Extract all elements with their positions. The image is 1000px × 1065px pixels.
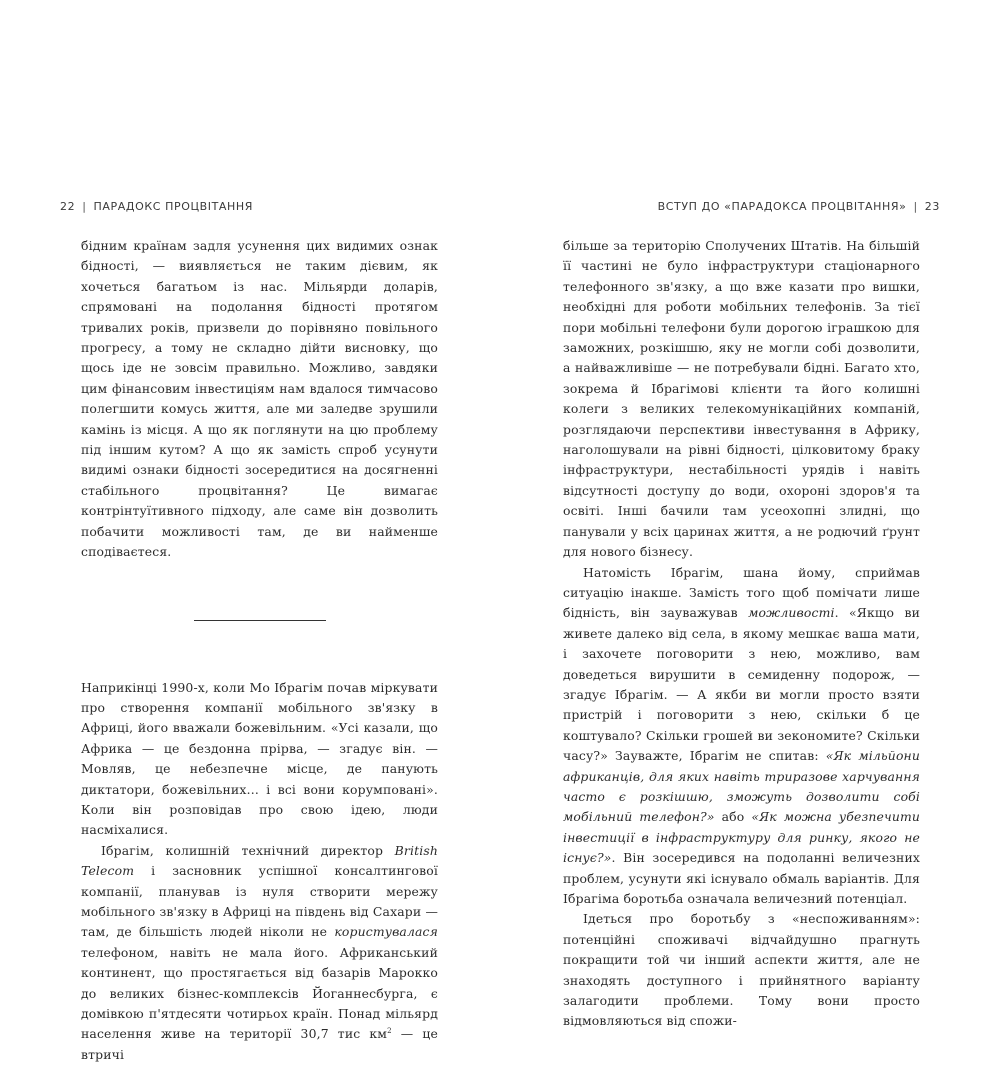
running-title-right: ВСТУП ДО «ПАРАДОКСА ПРОЦВІТАННЯ» [657,200,907,213]
superscript: 2 [387,1027,392,1036]
paragraph: Ібрагім, колишній технічний директор British Telecom і засновник успішної консалтингової компанії, планував із нуля створити мережу мобільного зв'язку в Африці на південь від Сахари — там, де більшість людей ніколи не користувалася телефоном, навіть не мала його. Африканський континент, що простягається від базарів Марокко до великих бізнес-комплексів Йоганнесбурга, є домівкою п'ятдесяти чотирьох країн. Понад мільярд населення живе на території 30,7 тис $км^2$ — це втричі [81,842,438,1062]
right-page-text [563,236,920,1032]
paragraph: більше за територію Сполучених Штатів. На більшій її частині не було інфраструктури стаціонарного телефонного зв'язку, а що вже казати про вишки, необхідні для роботи мобільних телефонів. За тієї пори мобільні телефони були дорогою іграшкою для заможних, розкішшю, яку не могли собі дозволити, а найважливіше — не потребували бідні. Багато хто, зокрема й Ібрагімові клієнти та його колишні колеги з великих телекомунікаційних компаній, розглядаючи перспективи інвестування в Африку, наголошували на рівні бідності, цілковитому браку інфраструктури, нестабільності урядів і навіть відсутності доступу до води, охороні здоров'я та освіті. Інші бачили там усеохопні злидні, що панували у всіх царинах життя, а не родючий ґрунт для нового бізнесу. [563,238,920,560]
emphasis: користувалася [334,924,438,940]
header-separator-left: | [82,200,87,213]
paragraph: Ідеться про боротьбу з «неспоживанням»: потенційні споживачі відчайдушно прагнуть покращити той чи інший аспекти життя, але не знаходять доступного і прийнятного варіанту залагодити проблеми. Тому вони просто відмовляються від спожи- [563,911,920,1029]
emphasis: «Як мільйони африканців, для яких навіть триразове харчування часто є розкішшю, зможуть дозволити собі мобільний телефон?» [563,748,920,825]
running-header-left [60,200,253,213]
paragraph: бідним країнам задля усунення цих видимих ознак бідності, — виявляється не таким дієвим, як хочеться багатьом із нас. Мільярди доларів, спрямовані на подолання бідності протягом тривалих років, призвели до порівняно повільного прогресу, а тому не складно дійти висновку, що щось іде не зовсім правильно. Можливо, завдяки цим фінансовим інвестиціям нам вдалося тимчасово полегшити комусь життя, але ми заледве зрушили камінь із місця. А що як поглянути на цю проблему під іншим кутом? А що як замість спроб усунути видимі ознаки бідності зосередитися на досягненні стабільного процвітання? Це вимагає контрінтуїтивного підходу, але саме він дозволить побачити можливості там, де ви найменше сподіваєтеся. [81,238,438,560]
paragraph: Наприкінці 1990-х, коли Мо Ібрагім почав міркувати про створення компанії мобільного зв'язку в Африці, його вважали божевільним. «Усі казали, що Африка — це бездонна прірва, — згадує він. — Мовляв, це небезпечне місце, де панують диктатори, божевільних… і всі вони корумповані». Коли він розповідав про свою ідею, люди насміхалися. [81,679,438,838]
emphasis: British Telecom [81,842,438,879]
page-number-right: 23 [924,200,940,213]
left-page-text [81,236,438,1065]
running-header-right [658,200,940,213]
paragraph: Натомість Ібрагім, шана йому, сприймав ситуацію інакше. Замість того щоб помічати лише бідність, він зауважував можливості. «Якщо ви живете далеко від села, в якому мешкає ваша мати, і захочете поговорити з нею, можливо, вам доведеться вирушити в семиденну подорож, — згадує Ібрагім. — А якби ви могли просто взяти пристрій і поговорити з нею, скільки б це коштувало? Скільки грошей ви зекономите? Скільки часу?» Зауважте, Ібрагім не спитав: «Як мільйони африканців, для яких навіть триразове харчування часто є розкішшю, зможуть дозволити собі мобільний телефон?» або «Як можна убезпечити інвестиції в інфраструктуру для ринку, якого не існує?». Він зосередився на подоланні величезних проблем, усунути які існувало обмаль варіантів. Для Ібрагіма боротьба означала величезний потенціал. [563,564,920,906]
page-number-left: 22 [60,200,76,213]
running-title-left: ПАРАДОКС ПРОЦВІТАННЯ [93,200,254,213]
header-separator-right: | [913,200,918,213]
emphasis: можливості [748,605,835,621]
emphasis: «Як можна убезпечити інвестиції в інфраструктуру для ринку, якого не існує?» [563,809,920,866]
